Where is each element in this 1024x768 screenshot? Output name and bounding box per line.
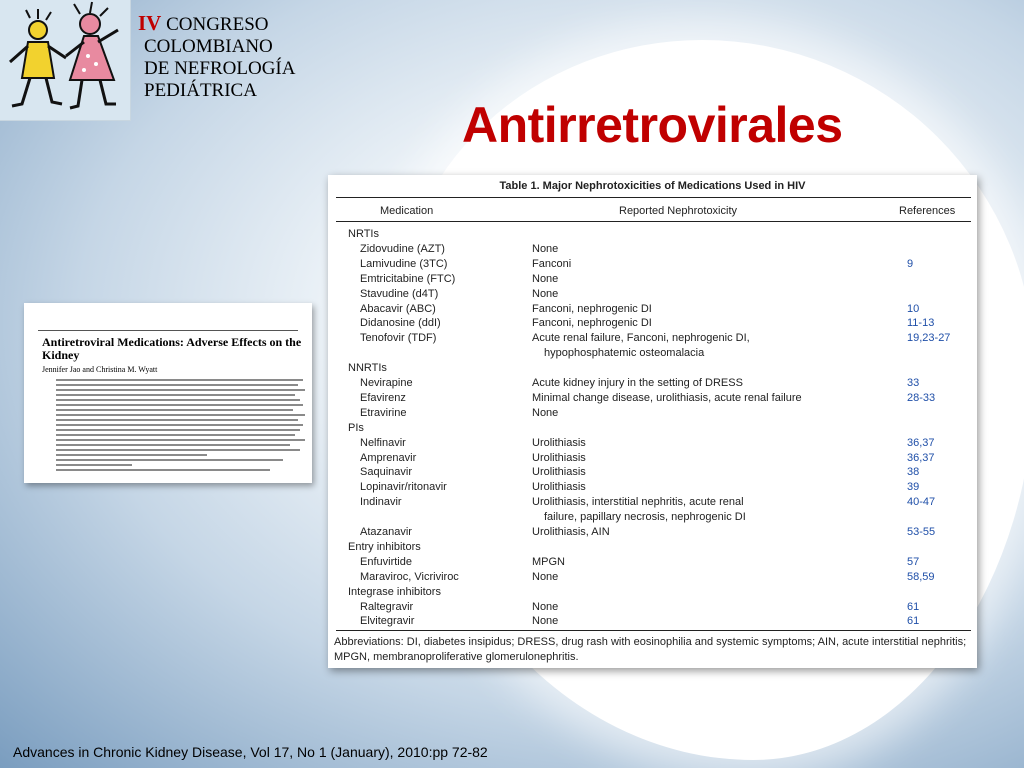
- toxicity-cell: Urolithiasis, interstitial nephritis, acute renal: [532, 496, 744, 509]
- toxicity-cell: Urolithiasis: [532, 451, 586, 464]
- toxicity-cell: Urolithiasis: [532, 466, 586, 479]
- table-row: [328, 465, 977, 480]
- toxicity-cell: failure, papillary necrosis, nephrogenic DI: [544, 511, 746, 524]
- citation-footer: Advances in Chronic Kidney Disease, Vol 17, No 1 (January), 2010:pp 72-82: [13, 744, 488, 760]
- slide-title: Antirretrovirales: [462, 97, 843, 153]
- table-row: [328, 480, 977, 495]
- table-top-rule: [336, 197, 971, 198]
- table-abbreviations: Abbreviations: DI, diabetes insipidus; DRESS, drug rash with eosinophilia and systemic symptoms; AIN, acute interstitial nephritis; MPGN, membranoproliferative glomerulonephritis.: [334, 636, 967, 663]
- toxicity-cell: Urolithiasis, AIN: [532, 526, 610, 538]
- table-row: [328, 451, 977, 466]
- medication-cell: Raltegravir: [360, 600, 414, 613]
- medication-cell: Didanosine (ddI): [360, 317, 441, 330]
- toxicity-cell: Fanconi, nephrogenic DI: [532, 302, 652, 315]
- table-header-rule: [336, 221, 971, 222]
- paper-thumbnail: [24, 303, 312, 483]
- medication-cell: Lopinavir/ritonavir: [360, 481, 447, 494]
- congress-line-3: DE NEFROLOGÍA: [144, 58, 296, 79]
- table-row: [328, 391, 977, 406]
- table-caption: Table 1. Major Nephrotoxicities of Medications Used in HIV: [499, 180, 806, 192]
- table-row: [328, 316, 977, 331]
- drug-class-label: NRTIs: [348, 228, 379, 240]
- table-row: [328, 510, 977, 525]
- medication-cell: Tenofovir (TDF): [360, 332, 437, 345]
- paper-title: Antiretroviral Medications: Adverse Effects on the Kidney: [42, 335, 302, 362]
- table-row: [328, 406, 977, 421]
- drug-class-label: Integrase inhibitors: [348, 585, 441, 598]
- toxicity-cell: None: [532, 600, 559, 613]
- drug-class-label: PIs: [348, 421, 364, 434]
- table-category-row: [328, 585, 977, 600]
- table-row: [328, 555, 977, 570]
- table-row: [328, 346, 977, 361]
- table-category-row: [328, 227, 977, 242]
- toxicity-cell: None: [532, 242, 559, 255]
- table-bottom-rule: [336, 630, 971, 631]
- congress-line-1: CONGRESO: [166, 14, 269, 35]
- reference-cell: 36,37: [907, 436, 935, 449]
- medication-cell: Nevirapine: [360, 377, 413, 389]
- reference-cell: 9: [907, 257, 914, 270]
- toxicity-cell: None: [532, 615, 559, 628]
- table-row: [328, 436, 977, 451]
- toxicity-cell: None: [532, 570, 559, 583]
- table-row: [328, 287, 977, 302]
- toxicity-cell: Acute kidney injury in the setting of DRESS: [532, 377, 743, 389]
- nephrotoxicity-table: [328, 175, 977, 668]
- paper-authors: Jennifer Jao and Christina M. Wyatt: [42, 365, 158, 374]
- medication-cell: Maraviroc, Vicriviroc: [360, 570, 459, 583]
- reference-cell: 40-47: [907, 496, 936, 509]
- medication-cell: Nelfinavir: [360, 436, 406, 449]
- toxicity-cell: None: [532, 406, 559, 419]
- table-row: [328, 302, 977, 317]
- reference-cell: 33: [907, 377, 920, 389]
- congress-line-4: PEDIÁTRICA: [144, 80, 257, 101]
- children-logo-icon: [0, 0, 130, 120]
- medication-cell: Emtricitabine (FTC): [360, 272, 456, 285]
- medication-cell: Lamivudine (3TC): [360, 257, 448, 270]
- reference-cell: 61: [907, 600, 920, 613]
- toxicity-cell: Urolithiasis: [532, 436, 586, 449]
- reference-cell: 58,59: [907, 570, 935, 583]
- paper-header-rule: [38, 330, 298, 331]
- medication-cell: Indinavir: [360, 496, 402, 509]
- toxicity-cell: None: [532, 272, 559, 285]
- reference-cell: 28-33: [907, 391, 936, 404]
- toxicity-cell: MPGN: [532, 555, 565, 568]
- toxicity-cell: Fanconi: [532, 257, 572, 270]
- header-toxicity: Reported Nephrotoxicity: [619, 205, 738, 217]
- table-row: [328, 614, 977, 629]
- table-category-row: [328, 361, 977, 376]
- toxicity-cell: Urolithiasis: [532, 481, 586, 494]
- table-category-row: [328, 540, 977, 555]
- table-row: [328, 495, 977, 510]
- medication-cell: Saquinavir: [360, 466, 412, 479]
- congress-name: [138, 12, 295, 102]
- drug-class-label: NNRTIs: [348, 362, 387, 375]
- table-row: [328, 257, 977, 272]
- table-row: [328, 272, 977, 287]
- congress-line-2: COLOMBIANO: [144, 36, 273, 57]
- header-references: References: [899, 205, 956, 217]
- reference-cell: 53-55: [907, 526, 936, 538]
- medication-cell: Zidovudine (AZT): [360, 242, 445, 255]
- reference-cell: 38: [907, 466, 920, 479]
- table-row: [328, 570, 977, 585]
- toxicity-cell: Acute renal failure, Fanconi, nephrogenic DI,: [532, 332, 750, 345]
- toxicity-cell: hypophosphatemic osteomalacia: [544, 347, 705, 360]
- paper-abstract-lines: [56, 379, 308, 474]
- medication-cell: Etravirine: [360, 406, 407, 419]
- table-row: [328, 525, 977, 540]
- reference-cell: 10: [907, 302, 920, 315]
- table-row: [328, 600, 977, 615]
- table-row: [328, 376, 977, 391]
- medication-cell: Enfuvirtide: [360, 555, 412, 568]
- toxicity-cell: Fanconi, nephrogenic DI: [532, 317, 652, 330]
- medication-cell: Abacavir (ABC): [360, 302, 436, 315]
- congress-roman-numeral: IV: [138, 11, 162, 35]
- header-medication: Medication: [380, 205, 434, 217]
- medication-cell: Atazanavir: [360, 526, 412, 538]
- reference-cell: 11-13: [907, 317, 935, 330]
- reference-cell: 39: [907, 481, 920, 494]
- medication-cell: Amprenavir: [360, 451, 417, 464]
- reference-cell: 36,37: [907, 451, 935, 464]
- table-row: [328, 242, 977, 257]
- toxicity-cell: Minimal change disease, urolithiasis, acute renal failure: [532, 391, 802, 404]
- medication-cell: Stavudine (d4T): [360, 287, 439, 300]
- reference-cell: 19,23-27: [907, 332, 951, 345]
- congress-logo: [0, 0, 131, 121]
- table-category-row: [328, 421, 977, 436]
- reference-cell: 61: [907, 615, 920, 628]
- toxicity-cell: None: [532, 287, 559, 300]
- reference-cell: 57: [907, 555, 920, 568]
- drug-class-label: Entry inhibitors: [348, 540, 421, 553]
- medication-cell: Elvitegravir: [360, 615, 415, 628]
- medication-cell: Efavirenz: [360, 391, 406, 404]
- table-row: [328, 331, 977, 346]
